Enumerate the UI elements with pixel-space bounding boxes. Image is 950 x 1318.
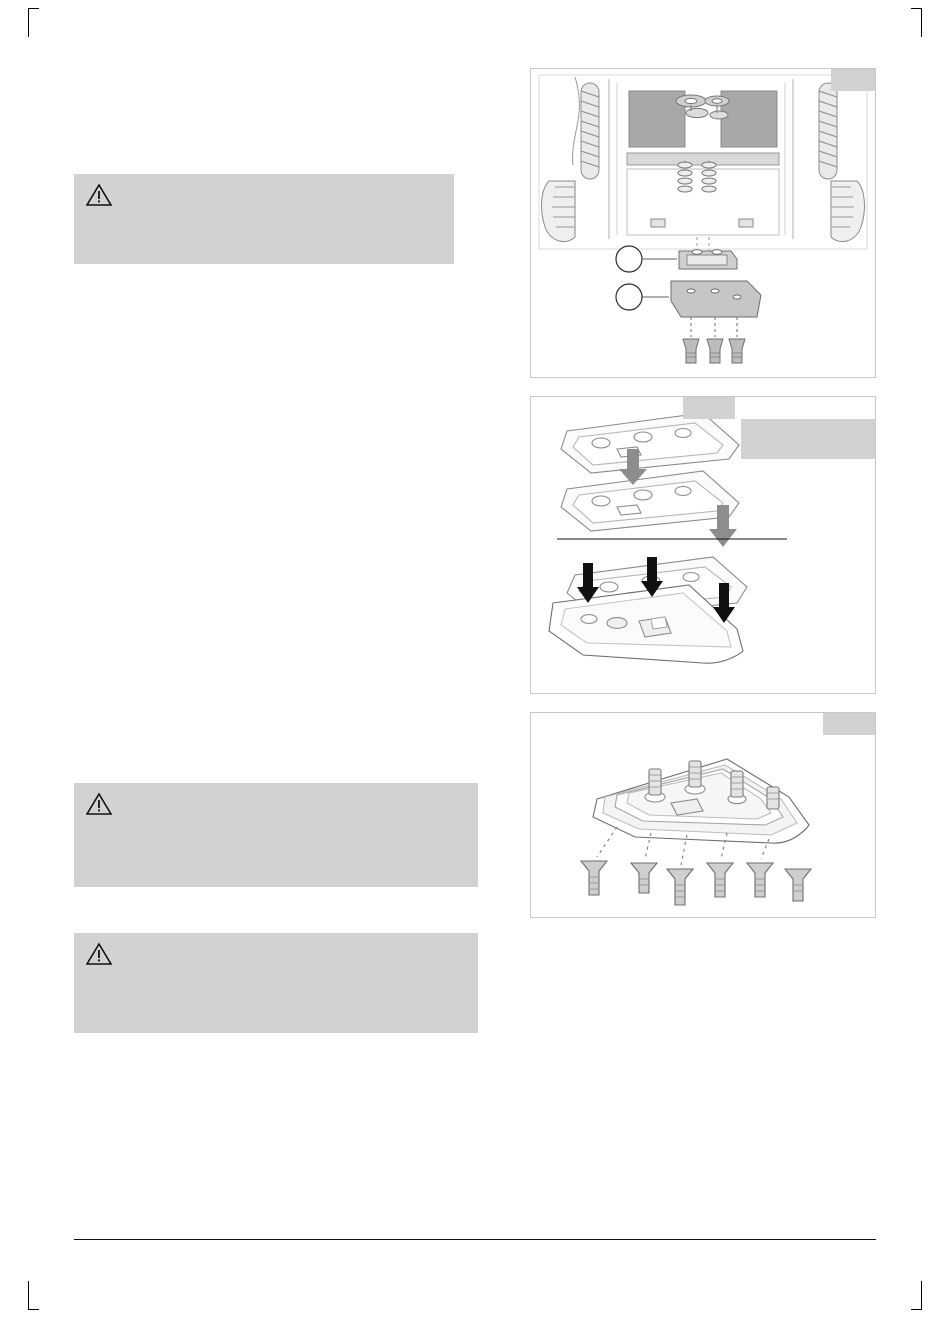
note-3-body (122, 941, 468, 1027)
crop-mark-top-right (911, 8, 922, 37)
figure-3-tag (823, 713, 875, 735)
figure-2-tag-right (741, 419, 875, 459)
figure-2-tag-left (683, 397, 735, 419)
note-2-body (122, 791, 468, 881)
warning-triangle-icon (86, 183, 112, 207)
figure-plate-with-screws (530, 712, 876, 918)
warning-note-1 (74, 174, 454, 264)
figure-mower-deck-underside (530, 68, 876, 378)
crop-mark-bottom-right (911, 1281, 922, 1310)
figure-3-illustration (531, 713, 875, 917)
crop-mark-bottom-left (28, 1281, 39, 1310)
footer-divider (74, 1239, 876, 1240)
figure-1-illustration (531, 69, 875, 377)
figure-gasket-plate-stack (530, 396, 876, 694)
warning-triangle-icon (86, 942, 112, 966)
warning-note-3 (74, 933, 478, 1033)
warning-note-2 (74, 783, 478, 887)
note-1-body (122, 182, 444, 258)
crop-mark-top-left (28, 8, 39, 37)
warning-triangle-icon (86, 792, 112, 816)
figure-1-tag (831, 69, 875, 91)
